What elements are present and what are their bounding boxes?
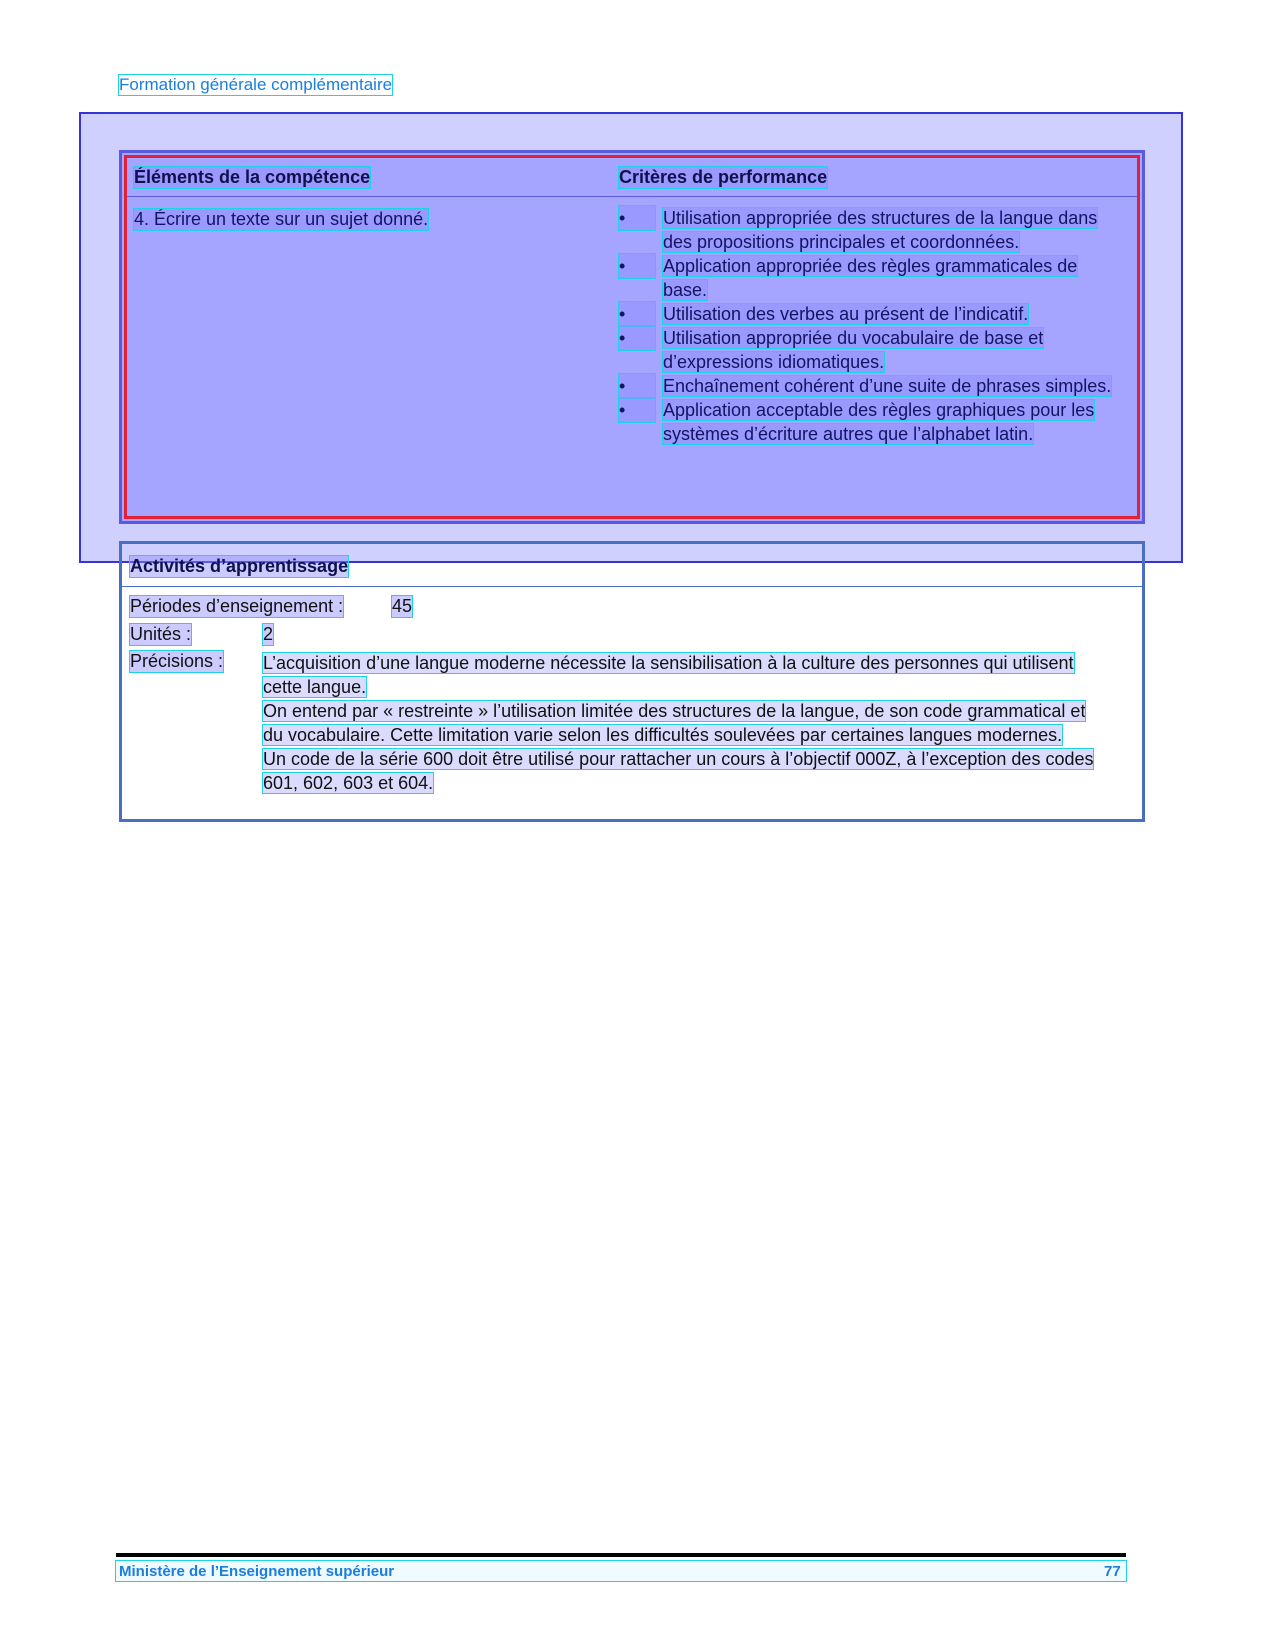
criteria-text: Utilisation appropriée du vocabulaire de base et d’expressions idiomatiques.: [663, 328, 1044, 372]
periodes-label: Périodes d’enseignement :: [130, 596, 344, 616]
competence-element: 4. Écrire un texte sur un sujet donné.: [134, 209, 429, 229]
footer-ministry: Ministère de l’Enseignement supérieur: [119, 1563, 395, 1580]
precisions-text: [263, 651, 1103, 795]
precision-text: Un code de la série 600 doit être utilisé pour rattacher un cours à l’objectif 000Z, à l’exception des codes 601, 602, 603 et 604.: [263, 749, 1094, 793]
bullet-icon: •: [619, 398, 655, 422]
unites-value: 2: [263, 624, 274, 644]
precision-paragraph: [263, 651, 1103, 699]
periodes-value: 45: [392, 596, 413, 616]
bullet-icon: •: [619, 302, 655, 326]
activities-table: [119, 541, 1145, 822]
criteria-text: Enchaînement cohérent d’une suite de phrases simples.: [663, 376, 1112, 396]
bullet-icon: •: [619, 326, 655, 350]
column-header-elements: Éléments de la compétence: [134, 167, 371, 187]
criteria-text: Utilisation des verbes au présent de l’indicatif.: [663, 304, 1029, 324]
bullet-icon: •: [619, 254, 655, 278]
competence-table-frame: [124, 155, 1140, 519]
criteria-item: [619, 206, 1114, 254]
precision-paragraph: [263, 699, 1103, 747]
criteria-item: [619, 398, 1114, 446]
criteria-item: [619, 254, 1114, 302]
precisions-label: Précisions :: [130, 651, 224, 671]
column-header-criteria: Critères de performance: [619, 167, 828, 187]
competence-table-header: [127, 158, 1137, 197]
unites-label: Unités :: [130, 624, 192, 644]
criteria-item: [619, 326, 1114, 374]
criteria-text: Utilisation appropriée des structures de la langue dans des propositions principales et coordonnées.: [663, 208, 1098, 252]
criteria-list: [619, 206, 1114, 446]
precision-paragraph: [263, 747, 1103, 795]
precision-text: L’acquisition d’une langue moderne nécessite la sensibilisation à la culture des personnes qui utilisent cette langue.: [263, 653, 1074, 697]
page-number: 77: [1104, 1563, 1121, 1580]
activities-title: Activités d’apprentissage: [130, 556, 349, 576]
criteria-item: [619, 302, 1114, 326]
running-header: Formation générale complémentaire: [119, 75, 393, 94]
competence-table: [119, 150, 1145, 524]
precision-text: On entend par « restreinte » l’utilisation limitée des structures de la langue, de son code grammatical et du vocabulaire. Cette limitation varie selon les difficultés soulevées par certaines langues modernes.: [263, 701, 1086, 745]
bullet-icon: •: [619, 206, 655, 230]
criteria-text: Application appropriée des règles grammaticales de base.: [663, 256, 1078, 300]
activities-header: [122, 544, 1142, 587]
criteria-text: Application acceptable des règles graphiques pour les systèmes d’écriture autres que l’alphabet latin.: [663, 400, 1095, 444]
footer-rule: [116, 1553, 1126, 1557]
criteria-item: [619, 374, 1114, 398]
bullet-icon: •: [619, 374, 655, 398]
